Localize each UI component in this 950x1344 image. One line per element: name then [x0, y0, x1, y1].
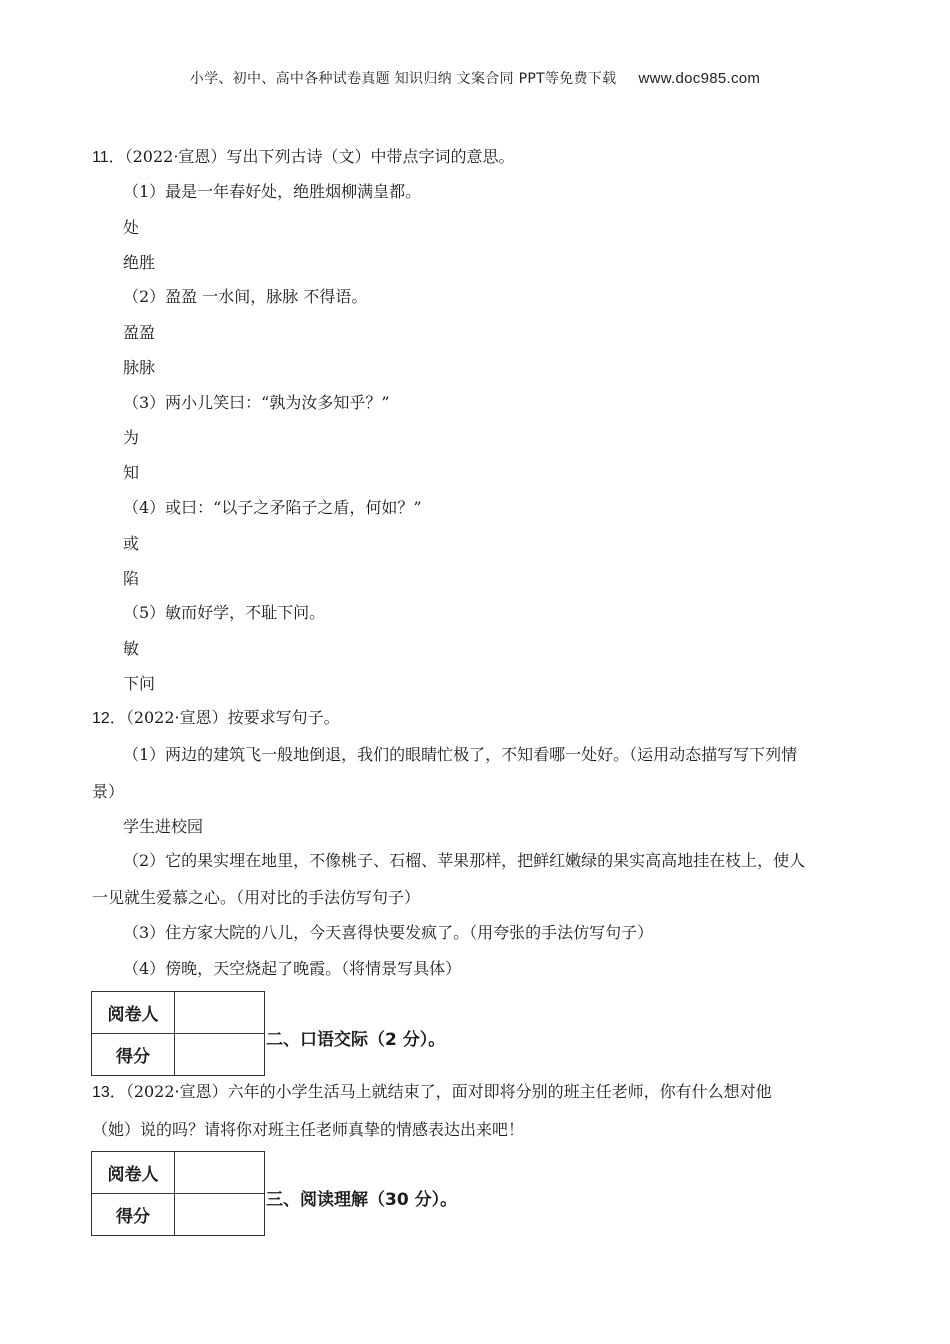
- question-number: 12．: [92, 710, 126, 727]
- q11-item-1: （1）最是一年春好处，绝胜烟柳满皇都。: [123, 182, 422, 201]
- header-site-link[interactable]: www.doc985.com: [638, 70, 761, 87]
- q11-word: 脉脉: [123, 358, 156, 377]
- reviewer-label: 阅卷人: [92, 1152, 175, 1194]
- q11-word: 敏: [123, 639, 140, 658]
- score-label: 得分: [92, 1034, 175, 1076]
- q11-word: 下问: [123, 674, 156, 693]
- header-text: 小学、初中、高中各种试卷真题 知识归纳 文案合同 PPT等免费下载: [189, 71, 617, 87]
- q11-word: 陷: [123, 569, 140, 588]
- section-2-title: 二、口语交际（2 分）。: [266, 1030, 446, 1050]
- question-source: （2022·宣恩）: [124, 147, 227, 166]
- q11-word: 绝胜: [123, 253, 156, 272]
- question-13-line-2: （她）说的吗？请将你对班主任老师真挚的情感表达出来吧！: [92, 1120, 525, 1139]
- q12-item-1-line-1: （1）两边的建筑飞一般地倒退，我们的眼睛忙极了，不知看哪一处好。（运用动态描写写下列情: [123, 745, 798, 764]
- q11-item-5: （5）敏而好学，不耻下问。: [123, 603, 326, 622]
- score-field[interactable]: [175, 1194, 265, 1236]
- question-13-stem: [92, 1082, 772, 1103]
- reviewer-field[interactable]: [175, 1152, 265, 1194]
- question-source: （2022·宣恩）: [125, 708, 228, 727]
- q11-item-4: （4）或曰：“以子之矛陷子之盾，何如？”: [123, 498, 422, 517]
- q12-item-4: （4）傍晚，天空烧起了晚霞。（将情景写具体）: [123, 959, 462, 978]
- q11-word: 知: [123, 463, 140, 482]
- grader-table: [91, 991, 265, 1076]
- question-text: 写出下列古诗（文）中带点字词的意思。: [226, 147, 515, 166]
- question-text: 按要求写句子。: [227, 708, 340, 727]
- question-number: 11．: [92, 149, 125, 166]
- q11-word: 处: [123, 218, 140, 237]
- score-label: 得分: [92, 1194, 175, 1236]
- q11-word: 盈盈: [123, 323, 156, 342]
- q12-item-1-subject: 学生进校园: [123, 817, 204, 836]
- q11-word: 为: [123, 428, 140, 447]
- question-11-stem: [92, 147, 514, 168]
- q12-item-1-line-2: 景）: [92, 782, 125, 801]
- q12-item-2-line-1: （2）它的果实埋在地里，不像桃子、石榴、苹果那样，把鲜红嫩绿的果实高高地挂在枝上，使人: [123, 851, 806, 870]
- q11-word: 或: [123, 534, 140, 553]
- question-source: （2022·宣恩）: [125, 1082, 228, 1101]
- q12-item-3: （3）住方家大院的八儿，今天喜得快要发疯了。（用夸张的手法仿写句子）: [123, 923, 654, 942]
- q12-item-2-line-2: 一见就生爱慕之心。（用对比的手法仿写句子）: [92, 888, 421, 907]
- question-text: 六年的小学生活马上就结束了，面对即将分别的班主任老师，你有什么想对他: [227, 1082, 772, 1101]
- page-header: [0, 68, 950, 88]
- q11-item-3: （3）两小儿笑曰：“孰为汝多知乎？”: [123, 393, 390, 412]
- question-12-stem: [92, 708, 340, 729]
- reviewer-label: 阅卷人: [92, 992, 175, 1034]
- question-number: 13．: [92, 1084, 126, 1101]
- q11-item-2: （2）盈盈 一水间，脉脉 不得语。: [123, 287, 368, 306]
- grader-table: [91, 1151, 265, 1236]
- score-field[interactable]: [175, 1034, 265, 1076]
- section-3-title: 三、阅读理解（30 分）。: [266, 1190, 458, 1210]
- reviewer-field[interactable]: [175, 992, 265, 1034]
